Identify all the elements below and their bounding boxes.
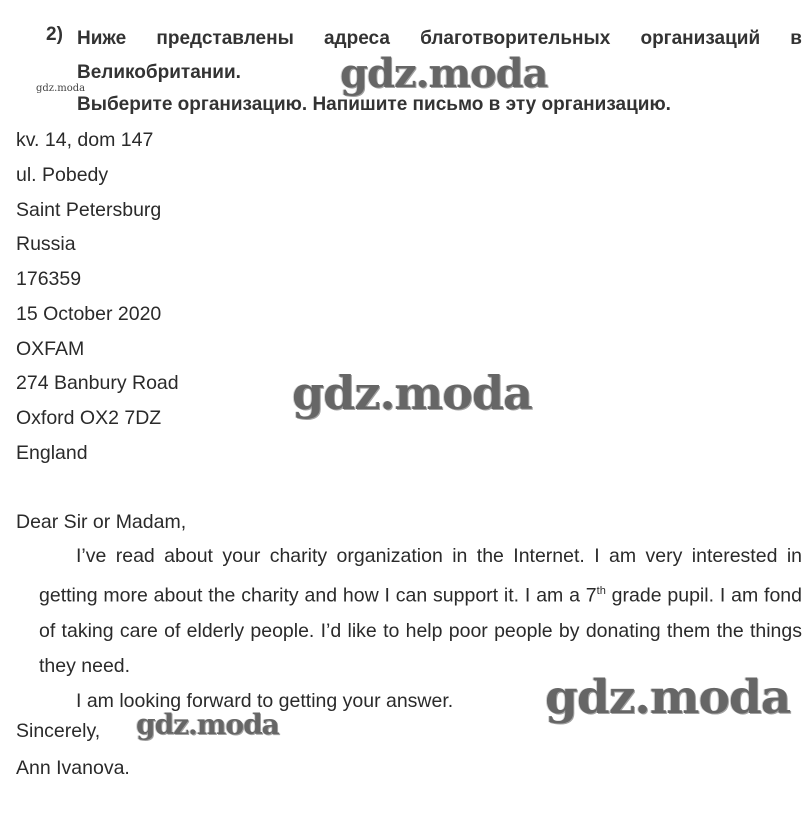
letter-paragraph xyxy=(39,539,802,684)
letter-closing: Sincerely, xyxy=(16,720,101,742)
paragraph-text: I’ve read about your charity organization in the Internet. I am very interested in getting more about the charity and how I can support it. I am a 7 xyxy=(39,545,802,607)
letter-paragraph: I am looking forward to getting your answer. xyxy=(76,689,454,712)
task-instruction-line1: Ниже представлены адреса благотворительных организаций в xyxy=(77,28,802,49)
task-instruction-line2: Великобритании. xyxy=(77,62,241,83)
sender-postcode: 176359 xyxy=(16,268,82,290)
paragraph-text: grade pupil. I am fond of taking care of elderly people. I’d like to help poor people by donating them the things they need. xyxy=(39,584,802,677)
letter-greeting: Dear Sir or Madam, xyxy=(16,511,187,533)
watermark-logo: gdz.moda xyxy=(136,708,279,741)
sender-address-line: Saint Petersburg xyxy=(16,199,162,221)
watermark-logo: gdz.moda xyxy=(292,366,532,420)
recipient-address-line: Oxford OX2 7DZ xyxy=(16,407,162,429)
sender-address-line: kv. 14, dom 147 xyxy=(16,129,154,151)
sender-address-line: ul. Pobedy xyxy=(16,164,109,186)
letter-signature: Ann Ivanova. xyxy=(16,757,130,779)
ordinal-suffix: th xyxy=(596,585,606,597)
watermark-small: gdz.moda xyxy=(36,83,86,94)
watermark-logo: gdz.moda xyxy=(545,670,791,725)
task-instruction-line3: Выберите организацию. Напишите письмо в эту организацию. xyxy=(77,94,671,115)
recipient-address-line: 274 Banbury Road xyxy=(16,372,179,394)
watermark-logo: gdz.moda xyxy=(340,50,548,97)
recipient-address-line: England xyxy=(16,442,88,464)
sender-address-line: Russia xyxy=(16,233,76,255)
recipient-address-line: OXFAM xyxy=(16,338,85,360)
task-number: 2) xyxy=(46,24,63,45)
letter-date: 15 October 2020 xyxy=(16,303,162,325)
